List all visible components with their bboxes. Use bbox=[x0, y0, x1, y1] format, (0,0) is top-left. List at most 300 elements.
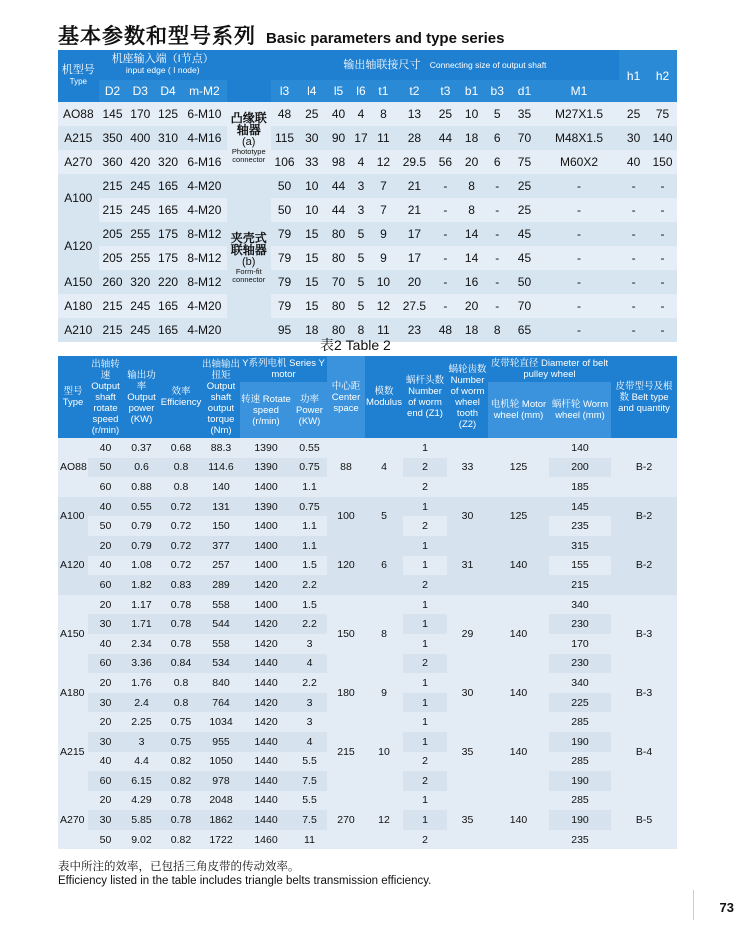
cell-worm-head: 2 bbox=[403, 830, 447, 850]
cell: 70 bbox=[510, 294, 539, 318]
cell: 21 bbox=[397, 174, 432, 198]
cell-worm-wheel: 285 bbox=[549, 712, 611, 732]
cell-worm-wheel: 315 bbox=[549, 536, 611, 556]
cell-motor-wheel: 140 bbox=[488, 595, 549, 673]
cell: 0.78 bbox=[160, 634, 202, 654]
cell: 131 bbox=[202, 497, 240, 517]
cell-worm-wheel: 230 bbox=[549, 614, 611, 634]
cell: 15 bbox=[298, 270, 325, 294]
cell: 11 bbox=[292, 830, 327, 850]
cell: 4.29 bbox=[123, 791, 160, 811]
cell: 8-M12 bbox=[182, 222, 227, 246]
cell: 3 bbox=[292, 634, 327, 654]
cell-belt: B-4 bbox=[611, 712, 677, 790]
t1-header-blank bbox=[227, 50, 271, 102]
cell: 215 bbox=[99, 318, 127, 342]
cell: - bbox=[648, 198, 677, 222]
cell: 4-M20 bbox=[182, 198, 227, 222]
cell: 840 bbox=[202, 673, 240, 693]
cell: 60 bbox=[88, 477, 123, 497]
table-row bbox=[58, 595, 677, 615]
cell: 50 bbox=[88, 830, 123, 850]
cell: 6-M16 bbox=[182, 150, 227, 174]
cell-model: A180 bbox=[58, 294, 99, 318]
cell: 79 bbox=[271, 270, 299, 294]
cell-center: 150 bbox=[327, 595, 365, 673]
t2-header-modulus: 模数 Modulus bbox=[365, 356, 403, 438]
cell: 1400 bbox=[240, 536, 292, 556]
cell-worm-wheel: 230 bbox=[549, 654, 611, 674]
cell: 175 bbox=[154, 222, 182, 246]
cell-worm-wheel: 190 bbox=[549, 732, 611, 752]
cell: 0.72 bbox=[160, 536, 202, 556]
cell: 1460 bbox=[240, 830, 292, 850]
cell: 2.25 bbox=[123, 712, 160, 732]
cell: 44 bbox=[325, 174, 352, 198]
cell: 7.5 bbox=[292, 810, 327, 830]
cell: 310 bbox=[154, 126, 182, 150]
cell: 5.5 bbox=[292, 791, 327, 811]
cell-worm-head: 1 bbox=[403, 673, 447, 693]
cell-worm-wheel: 235 bbox=[549, 830, 611, 850]
t2-header-speed: 出轴转速 Output shaft rotate speed (r/min) bbox=[88, 356, 123, 438]
cell: 25 bbox=[619, 102, 648, 126]
cell-motor-wheel: 125 bbox=[488, 438, 549, 497]
cell: 1420 bbox=[240, 614, 292, 634]
cell-wheel-teeth: 35 bbox=[447, 712, 488, 790]
cell: 0.8 bbox=[160, 673, 202, 693]
cell: 2.4 bbox=[123, 693, 160, 713]
cell: - bbox=[432, 270, 459, 294]
cell: 1.71 bbox=[123, 614, 160, 634]
cell: 764 bbox=[202, 693, 240, 713]
cell: 1400 bbox=[240, 516, 292, 536]
cell: 15 bbox=[298, 222, 325, 246]
cell: 10 bbox=[298, 174, 325, 198]
cell: 20 bbox=[88, 673, 123, 693]
cell: 20 bbox=[88, 595, 123, 615]
cell: 20 bbox=[88, 712, 123, 732]
cell: 4 bbox=[292, 732, 327, 752]
cell: 8-M12 bbox=[182, 270, 227, 294]
cell: 10 bbox=[370, 270, 397, 294]
table-row bbox=[58, 222, 677, 246]
cell: 60 bbox=[88, 771, 123, 791]
cell: - bbox=[619, 174, 648, 198]
cell: 35 bbox=[510, 102, 539, 126]
cell: 1440 bbox=[240, 654, 292, 674]
cell: 20 bbox=[459, 294, 485, 318]
cell-worm-head: 1 bbox=[403, 536, 447, 556]
cell: 16 bbox=[459, 270, 485, 294]
t2-header-motor: Y系列电机 Series Y motor bbox=[240, 356, 327, 382]
table-row bbox=[58, 270, 677, 294]
cell: 14 bbox=[459, 222, 485, 246]
cell: 11 bbox=[370, 126, 397, 150]
cell: 80 bbox=[325, 246, 352, 270]
cell: 1.17 bbox=[123, 595, 160, 615]
cell: 8-M12 bbox=[182, 246, 227, 270]
cell: 70 bbox=[510, 126, 539, 150]
cell: 1440 bbox=[240, 673, 292, 693]
cell: 80 bbox=[325, 294, 352, 318]
cell: - bbox=[484, 270, 510, 294]
cell: - bbox=[432, 174, 459, 198]
t1-col-t2: t2 bbox=[397, 80, 432, 102]
t1-header-model: 机型号 Type bbox=[58, 50, 99, 102]
page-number: 73 bbox=[719, 900, 734, 915]
cell-worm-head: 1 bbox=[403, 693, 447, 713]
cell: 145 bbox=[99, 102, 127, 126]
cell: 205 bbox=[99, 246, 127, 270]
cell: 75 bbox=[648, 102, 677, 126]
cell: 170 bbox=[126, 102, 154, 126]
connector-b-sub: (b) bbox=[242, 256, 256, 268]
cell: 0.78 bbox=[160, 791, 202, 811]
cell: 0.68 bbox=[160, 438, 202, 458]
cell: 360 bbox=[99, 150, 127, 174]
cell-worm-wheel: 225 bbox=[549, 693, 611, 713]
cell-modulus: 8 bbox=[365, 595, 403, 673]
cell: 0.75 bbox=[292, 497, 327, 517]
cell-worm-head: 2 bbox=[403, 752, 447, 772]
cell-wheel-teeth: 30 bbox=[447, 497, 488, 536]
cell: 165 bbox=[154, 294, 182, 318]
cell: 95 bbox=[271, 318, 299, 342]
cell: 320 bbox=[126, 270, 154, 294]
cell-wheel-teeth: 30 bbox=[447, 673, 488, 712]
cell-worm-wheel: 190 bbox=[549, 771, 611, 791]
cell: 27.5 bbox=[397, 294, 432, 318]
cell: 0.8 bbox=[160, 477, 202, 497]
cell: 0.75 bbox=[160, 732, 202, 752]
cell: 12 bbox=[370, 150, 397, 174]
cell-worm-head: 1 bbox=[403, 732, 447, 752]
cell: 245 bbox=[126, 198, 154, 222]
cell: - bbox=[619, 222, 648, 246]
cell: 4 bbox=[352, 102, 370, 126]
t1-col-d1: d1 bbox=[510, 80, 539, 102]
cell: - bbox=[484, 174, 510, 198]
cell: 20 bbox=[397, 270, 432, 294]
cell: 2048 bbox=[202, 791, 240, 811]
cell: 4-M20 bbox=[182, 318, 227, 342]
cell-worm-wheel: 200 bbox=[549, 458, 611, 478]
table2-caption: 表2 Table 2 bbox=[320, 337, 391, 353]
cell: 79 bbox=[271, 294, 299, 318]
cell: 1.76 bbox=[123, 673, 160, 693]
cell: 0.37 bbox=[123, 438, 160, 458]
cell: - bbox=[484, 246, 510, 270]
cell: 25 bbox=[510, 174, 539, 198]
cell: - bbox=[484, 294, 510, 318]
cell-modulus: 10 bbox=[365, 712, 403, 790]
cell: - bbox=[432, 294, 459, 318]
cell: 40 bbox=[325, 102, 352, 126]
cell: 17 bbox=[397, 222, 432, 246]
cell: 5 bbox=[484, 102, 510, 126]
t2-header-wheel-teeth: 蜗轮齿数 Number of worm wheel tooth (Z2) bbox=[447, 356, 488, 438]
t2-header-belt: 皮带型号及根数 Belt type and quantity bbox=[611, 356, 677, 438]
cell: 8 bbox=[484, 318, 510, 342]
cell-wheel-teeth: 29 bbox=[447, 595, 488, 673]
cell: 7.5 bbox=[292, 771, 327, 791]
table-row bbox=[58, 126, 677, 150]
cell: 40 bbox=[619, 150, 648, 174]
cell: 29.5 bbox=[397, 150, 432, 174]
cell: - bbox=[539, 222, 619, 246]
cell: 1.5 bbox=[292, 595, 327, 615]
cell: 3.36 bbox=[123, 654, 160, 674]
cell: 289 bbox=[202, 575, 240, 595]
cell: 0.75 bbox=[292, 458, 327, 478]
cell: 215 bbox=[99, 198, 127, 222]
cell: 0.79 bbox=[123, 516, 160, 536]
cell: 165 bbox=[154, 174, 182, 198]
cell-type: A150 bbox=[58, 595, 88, 673]
cell: 0.72 bbox=[160, 516, 202, 536]
cell: 140 bbox=[648, 126, 677, 150]
cell-worm-wheel: 145 bbox=[549, 497, 611, 517]
cell: 8 bbox=[459, 198, 485, 222]
title-chinese: 基本参数和型号系列 bbox=[58, 24, 256, 48]
cell: 1862 bbox=[202, 810, 240, 830]
cell: 215 bbox=[99, 174, 127, 198]
cell: 30 bbox=[88, 614, 123, 634]
cell: 40 bbox=[88, 752, 123, 772]
cell: 1.1 bbox=[292, 477, 327, 497]
table-row bbox=[58, 791, 677, 811]
t2-header-efficiency: 效率 Efficiency bbox=[160, 356, 202, 438]
cell: - bbox=[648, 270, 677, 294]
cell: M27X1.5 bbox=[539, 102, 619, 126]
cell: 5.85 bbox=[123, 810, 160, 830]
cell: 12 bbox=[370, 294, 397, 318]
table-row bbox=[58, 198, 677, 222]
cell: 0.55 bbox=[292, 438, 327, 458]
cell-worm-wheel: 140 bbox=[549, 438, 611, 458]
cell: 1420 bbox=[240, 693, 292, 713]
cell: - bbox=[539, 318, 619, 342]
title-english: Basic parameters and type series bbox=[266, 30, 505, 47]
cell: 205 bbox=[99, 222, 127, 246]
cell: 30 bbox=[619, 126, 648, 150]
cell: 25 bbox=[510, 198, 539, 222]
cell-type: A270 bbox=[58, 791, 88, 850]
connector-a-en: Phototype connector bbox=[231, 147, 266, 164]
cell: 165 bbox=[154, 198, 182, 222]
cell: 50 bbox=[510, 270, 539, 294]
cell-center: 180 bbox=[327, 673, 365, 712]
cell: - bbox=[648, 174, 677, 198]
t1-col-b3: b3 bbox=[484, 80, 510, 102]
cell: 11 bbox=[370, 318, 397, 342]
cell-worm-head: 1 bbox=[403, 712, 447, 732]
cell: 7 bbox=[370, 198, 397, 222]
cell-worm-head: 2 bbox=[403, 477, 447, 497]
cell-belt: B-2 bbox=[611, 536, 677, 595]
cell: 5 bbox=[352, 246, 370, 270]
cell: 1400 bbox=[240, 556, 292, 576]
cell-model: A100 bbox=[58, 174, 99, 222]
cell: 140 bbox=[202, 477, 240, 497]
cell: 2.2 bbox=[292, 673, 327, 693]
cell: 257 bbox=[202, 556, 240, 576]
cell: - bbox=[484, 198, 510, 222]
cell: 4 bbox=[292, 654, 327, 674]
cell-model: A120 bbox=[58, 222, 99, 270]
footnote-en: Efficiency listed in the table includes triangle belts transmission efficiency. bbox=[58, 875, 432, 887]
cell: 1.82 bbox=[123, 575, 160, 595]
cell: 0.83 bbox=[160, 575, 202, 595]
cell: 8 bbox=[459, 174, 485, 198]
t2-header-motor-power: 功率 Power (KW) bbox=[292, 382, 327, 438]
t1-col-l6: l6 bbox=[352, 80, 370, 102]
cell-worm-head: 1 bbox=[403, 438, 447, 458]
cell-worm-head: 1 bbox=[403, 595, 447, 615]
cell: 0.82 bbox=[160, 830, 202, 850]
cell: 44 bbox=[432, 126, 459, 150]
cell: 44 bbox=[325, 198, 352, 222]
cell: 534 bbox=[202, 654, 240, 674]
cell: 115 bbox=[271, 126, 299, 150]
cell-worm-wheel: 155 bbox=[549, 556, 611, 576]
cell: 40 bbox=[88, 497, 123, 517]
cell-model: A210 bbox=[58, 318, 99, 342]
cell: 0.8 bbox=[160, 693, 202, 713]
cell: 15 bbox=[298, 246, 325, 270]
cell: 15 bbox=[298, 294, 325, 318]
cell: 30 bbox=[298, 126, 325, 150]
t1-header-h2: h2 bbox=[648, 50, 677, 102]
connector-b-label bbox=[227, 174, 271, 342]
cell-worm-head: 2 bbox=[403, 516, 447, 536]
cell-motor-wheel: 140 bbox=[488, 673, 549, 712]
cell: 10 bbox=[459, 102, 485, 126]
cell-motor-wheel: 140 bbox=[488, 791, 549, 850]
cell-type: A215 bbox=[58, 712, 88, 790]
cell: 48 bbox=[432, 318, 459, 342]
cell: 1420 bbox=[240, 634, 292, 654]
cell-center: 215 bbox=[327, 712, 365, 790]
cell-worm-wheel: 285 bbox=[549, 791, 611, 811]
t1-col-b1: b1 bbox=[459, 80, 485, 102]
cell: - bbox=[432, 198, 459, 222]
cell: 3 bbox=[352, 174, 370, 198]
cell: 1420 bbox=[240, 575, 292, 595]
cell-wheel-teeth: 35 bbox=[447, 791, 488, 850]
cell: 14 bbox=[459, 246, 485, 270]
table-row bbox=[58, 497, 677, 517]
cell: 1440 bbox=[240, 810, 292, 830]
cell: 45 bbox=[510, 222, 539, 246]
cell-model: A270 bbox=[58, 150, 99, 174]
cell: 0.75 bbox=[160, 712, 202, 732]
cell: - bbox=[539, 198, 619, 222]
footnote-cn: 表中所注的效率，已包括三角皮带的传动效率。 bbox=[58, 861, 300, 873]
cell: 23 bbox=[397, 318, 432, 342]
t2-header-type: 型号 Type bbox=[58, 356, 88, 438]
cell-belt: B-3 bbox=[611, 595, 677, 673]
cell: 255 bbox=[126, 222, 154, 246]
cell: 60 bbox=[88, 575, 123, 595]
cell: - bbox=[619, 198, 648, 222]
cell: 3 bbox=[292, 693, 327, 713]
cell-belt: B-5 bbox=[611, 791, 677, 850]
cell: 1050 bbox=[202, 752, 240, 772]
table-row bbox=[58, 438, 677, 458]
cell: 5.5 bbox=[292, 752, 327, 772]
table-row bbox=[58, 536, 677, 556]
t2-header-pulley: 皮带轮直径 Diameter of belt pulley wheel bbox=[488, 356, 611, 382]
cell-worm-head: 2 bbox=[403, 458, 447, 478]
cell: 0.8 bbox=[160, 458, 202, 478]
cell: 80 bbox=[325, 222, 352, 246]
t2-header-torque: 出轴输出扭矩 Output shaft output torque (Nm) bbox=[202, 356, 240, 438]
cell: 4 bbox=[352, 150, 370, 174]
cell-center: 88 bbox=[327, 438, 365, 497]
cell: 70 bbox=[325, 270, 352, 294]
table-row bbox=[58, 246, 677, 270]
cell: 1.08 bbox=[123, 556, 160, 576]
cell: - bbox=[619, 246, 648, 270]
cell-worm-wheel: 185 bbox=[549, 477, 611, 497]
cell-worm-wheel: 170 bbox=[549, 634, 611, 654]
cell: 20 bbox=[459, 150, 485, 174]
cell: 955 bbox=[202, 732, 240, 752]
t1-col-t1: t1 bbox=[370, 80, 397, 102]
cell-modulus: 4 bbox=[365, 438, 403, 497]
cell: 6 bbox=[484, 126, 510, 150]
cell: - bbox=[539, 294, 619, 318]
cell: 45 bbox=[510, 246, 539, 270]
cell: 1400 bbox=[240, 477, 292, 497]
cell: 30 bbox=[88, 810, 123, 830]
cell: - bbox=[539, 270, 619, 294]
t2-header-power: 输出功率 Output power (KW) bbox=[123, 356, 160, 438]
connector-b-cn: 夹壳式联轴器 bbox=[230, 231, 267, 257]
cell-worm-head: 1 bbox=[403, 556, 447, 576]
cell: 0.88 bbox=[123, 477, 160, 497]
t1-header-output: 输出轴联接尺寸 Connecting size of output shaft bbox=[271, 50, 619, 80]
cell: 80 bbox=[325, 318, 352, 342]
cell: 3 bbox=[123, 732, 160, 752]
cell: M60X2 bbox=[539, 150, 619, 174]
cell: 50 bbox=[88, 516, 123, 536]
cell-worm-wheel: 340 bbox=[549, 673, 611, 693]
cell: 9 bbox=[370, 246, 397, 270]
cell-motor-wheel: 125 bbox=[488, 497, 549, 536]
footnote bbox=[58, 860, 431, 888]
cell: - bbox=[648, 222, 677, 246]
cell: 56 bbox=[432, 150, 459, 174]
t1-col-l5: l5 bbox=[325, 80, 352, 102]
cell: 245 bbox=[126, 318, 154, 342]
t1-header-h1: h1 bbox=[619, 50, 648, 102]
cell: 0.78 bbox=[160, 595, 202, 615]
cell: 350 bbox=[99, 126, 127, 150]
cell: 90 bbox=[325, 126, 352, 150]
t1-col-m1: M1 bbox=[539, 80, 619, 102]
cell-worm-wheel: 285 bbox=[549, 752, 611, 772]
cell: 245 bbox=[126, 174, 154, 198]
cell: 150 bbox=[202, 516, 240, 536]
cell: 0.78 bbox=[160, 810, 202, 830]
cell: 18 bbox=[459, 126, 485, 150]
cell-worm-head: 2 bbox=[403, 654, 447, 674]
cell: 28 bbox=[397, 126, 432, 150]
cell-belt: B-3 bbox=[611, 673, 677, 712]
